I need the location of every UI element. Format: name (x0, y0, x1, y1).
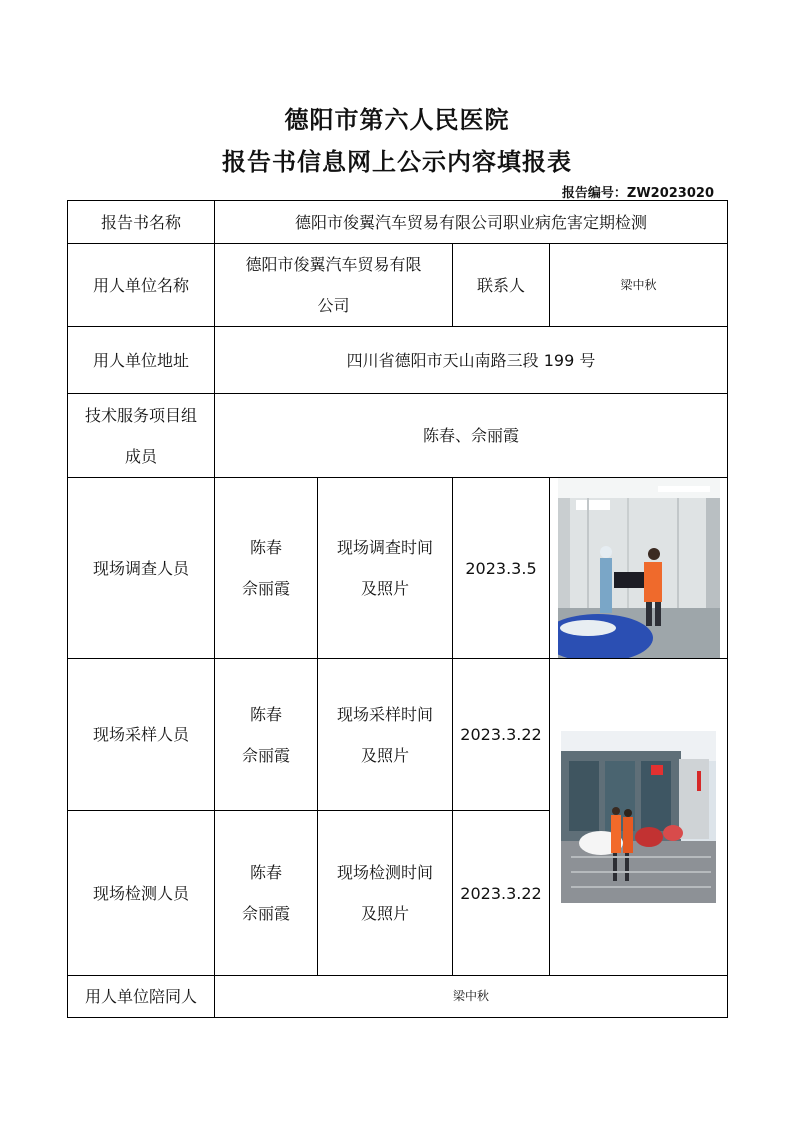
testing-date: 2023.3.22 (453, 811, 550, 976)
sampling-label: 现场采样人员 (68, 659, 215, 811)
survey-time-label-line2: 及照片 (360, 579, 409, 598)
companion-value: 梁中秋 (215, 976, 728, 1018)
sampling-time-label (318, 659, 453, 811)
sampling-date: 2023.3.22 (453, 659, 550, 811)
sampling-person: 佘丽霞 (241, 745, 290, 765)
survey-date: 2023.3.5 (453, 478, 550, 659)
sampling-persons (215, 659, 318, 811)
team-label (68, 394, 215, 478)
document-title: 德阳市第六人民医院 (284, 106, 510, 134)
unit-name-line2: 公司 (317, 296, 350, 315)
survey-persons (215, 478, 318, 659)
testing-time-label-line2: 及照片 (360, 904, 409, 923)
document-subtitle: 报告书信息网上公示内容填报表 (222, 148, 572, 176)
testing-label: 现场检测人员 (68, 811, 215, 976)
info-table (67, 200, 728, 1018)
sampling-time-label-line1: 现场采样时间 (336, 704, 433, 724)
report-number-label: 报告编号： (561, 186, 627, 201)
sampling-person: 陈春 (249, 704, 282, 724)
sampling-photo (561, 731, 716, 903)
companion-label: 用人单位陪同人 (68, 976, 215, 1018)
survey-person: 陈春 (249, 538, 282, 557)
sampling-photo-cell (550, 659, 728, 976)
team-label-line1: 技术服务项目组 (84, 405, 197, 425)
testing-persons (215, 811, 318, 976)
survey-label: 现场调查人员 (68, 478, 215, 659)
testing-time-label-line1: 现场检测时间 (336, 863, 433, 882)
team-label-line2: 成员 (124, 446, 157, 466)
contact-value: 梁中秋 (550, 244, 728, 327)
report-name-value: 德阳市俊翼汽车贸易有限公司职业病危害定期检测 (215, 201, 728, 244)
unit-name-label: 用人单位名称 (68, 244, 215, 327)
unit-name-line1: 德阳市俊翼汽车贸易有限 (245, 255, 422, 274)
survey-time-label (318, 478, 453, 659)
testing-person: 佘丽霞 (241, 904, 290, 923)
unit-name-value (215, 244, 453, 327)
address-value: 四川省德阳市天山南路三段 199 号 (215, 327, 728, 394)
survey-photo (558, 478, 720, 658)
team-value: 陈春、佘丽霞 (215, 394, 728, 478)
report-number (562, 182, 714, 201)
survey-person: 佘丽霞 (241, 579, 290, 598)
testing-person: 陈春 (249, 863, 282, 882)
report-name-label: 报告书名称 (68, 201, 215, 244)
report-number-value: ZW2023020 (626, 186, 714, 201)
testing-time-label (318, 811, 453, 976)
survey-time-label-line1: 现场调查时间 (336, 538, 433, 557)
survey-photo-cell (550, 478, 728, 659)
contact-label: 联系人 (453, 244, 550, 327)
address-label: 用人单位地址 (68, 327, 215, 394)
sampling-time-label-line2: 及照片 (360, 745, 409, 765)
